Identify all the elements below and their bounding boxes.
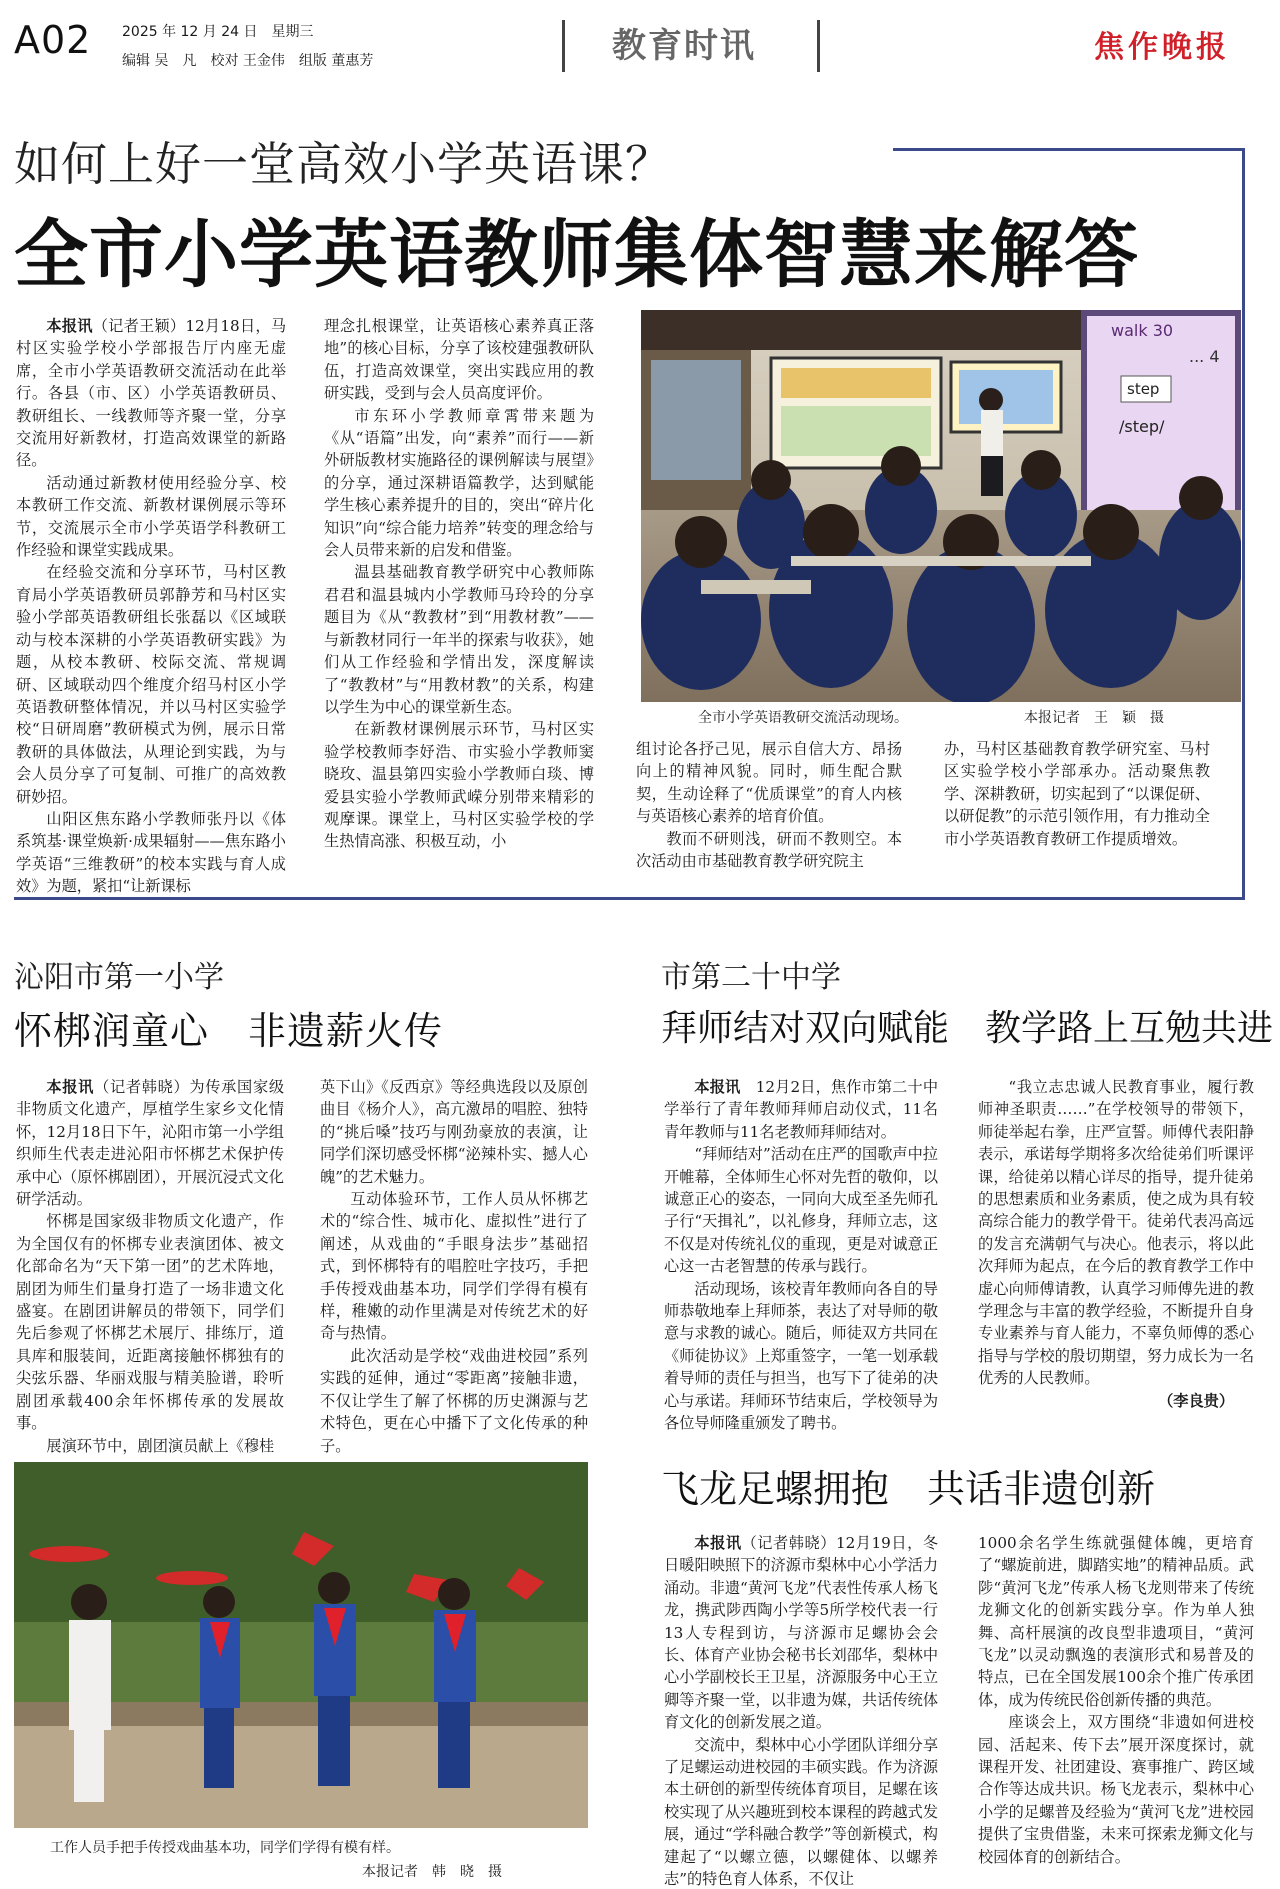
story4-para-2: 交流中，梨林中心小学团队详细分享了足螺运动进校园的丰硕实践。作为济源本土研创的新型传统体育项目，足螺在该校实现了从兴趣班到校本课程的跨越式发展，通过“学科融合教学”等创新模式，构建起了“以螺立德，以螺健体、以螺养志”的特色育人体系，不仅让: [664, 1735, 938, 1889]
lead-col-2: [324, 315, 594, 853]
story2-para-6: 此次活动是学校“戏曲进校园”系列实践的延伸，通过“零距离”接触非遗，不仅让学生了解了怀梆的历史渊源与艺术特色，更在心中播下了文化传承的种子。: [320, 1346, 588, 1455]
lead-photo-caption: 全市小学英语教研交流活动现场。: [698, 710, 908, 726]
story3-kicker: 市第二十中学: [661, 960, 841, 995]
story4-col-1: [664, 1532, 938, 1889]
story2-para-2: 怀梆是国家级非物质文化遗产，作为全国仅有的怀梆专业表演团体、被文化部命名为“天下第一团”的艺术阵地，剧团为师生们量身打造了一场非遗文化盛宴。在剧团讲解员的带领下，同学们先后参观了怀梆艺术展厅、排练厅，道具库和服装间，近距离接触怀梆独有的尖弦乐器、华丽戏服与精美脸谱，聆听剧团承载400余年怀梆传承的发展故事。: [16, 1212, 284, 1433]
story3-headline: 拜师结对双向赋能 教学路上互勉共进: [661, 1008, 1274, 1049]
lead-col-1: [16, 315, 286, 898]
lead-para-10: 教而不研则浅，研而不教则空。本次活动由市基础教育教学研究院主: [636, 829, 902, 871]
story3-para-4: “我立志忠诚人民教育事业，履行教师神圣职责……”在学校领导的带领下，师徒举起右拳，庄严宣誓。师傅代表阳静表示，承诺每学期将多次给徒弟们听课评课，给徒弟以精心详尽的指导，提升徒弟的思想素质和业务素质，使之成为具有较高综合能力的教学骨干。徒弟代表冯高远的发言充满朝气与决心。他表示，将以此次拜师为起点，在今后的教育教学工作中虚心向师傅请教，认真学习师傅先进的教学理念与丰富的教学经验，不断提升自身专业素养与育人能力，不辜负师傅的悉心指导与学校的殷切期望，努力成长为一名优秀的人民教师。: [978, 1078, 1254, 1388]
story4-headline: 飞龙足螺拥抱 共话非遗创新: [661, 1467, 1156, 1511]
staff-line: 编辑 吴 凡 校对 王金伟 组版 董惠芳: [122, 53, 374, 69]
story2-col-1: [16, 1076, 284, 1457]
lead-col-3: [636, 738, 902, 872]
story4-para-3: 1000余名学生练就强健体魄，更培育了“螺旋前进，脚踏实地”的精神品质。武陟“黄河飞龙”传承人杨飞龙则带来了传统龙狮文化的创新实践分享。作为单人独舞、高杆展演的改良型非遗项目，“黄河飞龙”以灵动飘逸的表演形式和易普及的特点，已在全国发展100余个推广传承团体，成为传统民俗创新传播的典范。: [978, 1534, 1254, 1709]
lead-para-6: 市东环小学教师章霄带来题为《从“语篇”出发，向“素养”而行——新外研版教材实施路径的课例解读与展望》的分享，通过深耕语篇教学，达到赋能学生核心素养提升的目的，突出“碎片化知识”向“综合能力培养”转变的理念给与会人员带来新的启发和借鉴。: [324, 406, 594, 560]
board-word-3: /step/: [1119, 417, 1165, 436]
page-number: A02: [14, 18, 92, 62]
issue-date: 2025 年 12 月 24 日 星期三: [122, 24, 314, 40]
story2-kicker: 沁阳市第一小学: [14, 960, 224, 995]
story3-signature: （李良贵）: [1158, 1391, 1234, 1410]
story4-para-1: 本报讯（记者韩晓）12月19日，冬日暖阳映照下的济源市梨林中心小学活力涌动。非遗“黄河飞龙”代表性传承人杨飞龙，携武陟西陶小学等5所学校代表一行13人专程到访，与济源市足螺协会会长、体育产业协会秘书长刘邵华，梨林中心小学副校长王卫星，济源服务中心王立卿等齐聚一堂，以非遗为媒，共话传统体育文化的创新发展之道。: [664, 1534, 939, 1732]
story4-col-2: [978, 1532, 1254, 1868]
section-name: 教育时讯: [612, 26, 756, 66]
story3-para-1: 本报讯 12月2日，焦作市第二十中学举行了青年教师拜师启动仪式，11名青年教师与11名老教师拜师结对。: [664, 1078, 939, 1141]
story2-photo: [14, 1462, 588, 1828]
byline: 本报讯: [46, 317, 93, 335]
story2-para-5: 互动体验环节，工作人员从怀梆艺术的“综合性、城市化、虚拟性”进行了阐述，从戏曲的“手眼身法步”基础招式，到怀梆特有的唱腔吐字技巧，手把手传授戏曲基本功，同学们学得有模有样，稚嫩的动作里满是对传统艺术的好奇与热情。: [320, 1190, 588, 1343]
board-word-1: walk 30: [1111, 321, 1174, 340]
classroom-photo: [641, 310, 1241, 702]
story2-photo-caption: 工作人员手把手传授戏曲基本功，同学们学得有模有样。: [50, 1840, 400, 1856]
story2-photo-credit: 本报记者 韩 晓 摄: [362, 1864, 502, 1880]
lead-para-4: 山阳区焦东路小学教师张丹以《体系筑基·课堂焕新·成果辐射——焦东路小学英语“三维教研”的校本实践与育人成效》为题，紧扣“让新课标: [16, 809, 286, 896]
lead-para-11: 办，马村区基础教育教学研究室、马村区实验学校小学部承办。活动聚焦教学、深耕教研，切实起到了“以课促研、以研促教”的示范引领作用，有力推动全市小学英语教育教研工作提质增效。: [944, 740, 1210, 848]
story2-para-1: 本报讯（记者韩晓）为传承国家级非物质文化遗产，厚植学生家乡文化情怀，12月18日下午，沁阳市第一小学组织师生代表走进沁阳市怀梆艺术保护传承中心（原怀梆剧团），开展沉浸式文化研学活动。: [16, 1078, 285, 1209]
lead-para-2: 活动通过新教材使用经验分享、校本教研工作交流、新教材课例展示等环节，交流展示全市小学英语学科教研工作经验和课堂实践成果。: [16, 473, 286, 560]
lead-col-4: [944, 738, 1210, 850]
board-word-2: step: [1127, 380, 1160, 398]
newspaper-logo: 焦作晚报: [1094, 30, 1230, 65]
story3-col-1: [664, 1076, 938, 1435]
story2-headline: 怀梆润童心 非遗薪火传: [14, 1009, 444, 1053]
story2-para-4: 英下山》《反西京》等经典选段以及原创曲目《杨介人》，高亢激昂的唱腔、独特的“挑后嗓”技巧与刚劲豪放的表演，让同学们深切感受怀梆“泌辣朴实、撼人心魄”的艺术魅力。: [320, 1078, 588, 1186]
lead-para-7: 温县基础教育教学研究中心教师陈君君和温县城内小学教师马玲玲的分享题目为《从“教教材”到“用教材教”——与新教材同行一年半的探索与收获》，她们从工作经验和学情出发，深度解读了“教教材”与“用教材教”的关系，构建以学生为中心的课堂新生态。: [324, 563, 594, 716]
story3-col-2: [978, 1076, 1254, 1412]
opera-lesson-photo: [14, 1462, 588, 1828]
lead-para-3: 在经验交流和分享环节，马村区教育局小学英语教研员郭静芳和马村区实验小学部英语教研组长张磊以《区域联动与校本深耕的小学英语教研实践》为题，从校本教研、校际交流、常规调研、区域联动四个维度介绍马村区小学英语教研整体情况，并以马村区实验学校“日研周磨”教研模式为例，展示日常教研的具体做法，从理论到实践，为与会人员分享了可复制、可推广的高效教研妙招。: [16, 563, 286, 806]
story3-para-2: “拜师结对”活动在庄严的国歌声中拉开帷幕，全体师生心怀对先哲的敬仰，以诚意正心的姿态，一同向大成至圣先师孔子行“天揖礼”，以礼修身，拜师立志，这不仅是对传统礼仪的重现，更是对诚意正心这一古老智慧的传承与践行。: [664, 1145, 938, 1276]
lead-para-5: 理念扎根课堂，让英语核心素养真正落地”的核心目标，分享了该校建强教研队伍，打造高效课堂，突出实践应用的教研实践，受到与会人员高度评价。: [324, 317, 594, 403]
story4-para-4: 座谈会上，双方围绕“非遗如何进校园、活起来、传下去”展开深度探讨，就课程开发、社团建设、赛事推广、跨区域合作等达成共识。杨飞龙表示，梨林中心小学的足螺普及经验为“黄河飞龙”进校园提供了宝贵借鉴，未来可探索龙狮文化与校园体育的创新结合。: [978, 1713, 1254, 1866]
lead-photo-credit: 本报记者 王 颖 摄: [1024, 710, 1164, 726]
board-word-4: ... 4: [1189, 347, 1220, 366]
lead-para-9: 组讨论各抒己见，展示自信大方、昂扬向上的精神风貌。同时，师生配合默契，生动诠释了“优质课堂”的育人内核与英语核心素养的培育价值。: [636, 740, 902, 826]
lead-para-1: 本报讯（记者王颖）12月18日，马村区实验学校小学部报告厅内座无虚席，全市小学英语教研交流活动在此举行。各县（市、区）小学英语教研员、教研组长、一线教师等齐聚一堂，分享交流用好新教材，打造高效课堂的新路径。: [16, 317, 287, 470]
reporter: （记者王颖）: [92, 317, 186, 335]
lead-photo: [641, 310, 1241, 702]
story2-col-2: [320, 1076, 588, 1457]
story2-para-3: 展演环节中，剧团演员献上《穆桂: [46, 1436, 275, 1455]
lead-kicker: 如何上好一堂高效小学英语课？: [14, 137, 672, 191]
lead-para-8: 在新教材课例展示环节，马村区实验学校教师李妤浩、市实验小学教师窦晓玫、温县第四实验小学教师白琰、博爱县实验小学教师武嵘分别带来精彩的观摩课。课堂上，马村区实验学校的学生热情高涨、积极互动，小: [324, 720, 594, 851]
story3-para-3: 活动现场，该校青年教师向各自的导师恭敬地奉上拜师茶，表达了对导师的敬意与求教的诚心。随后，师徒双方共同在《师徒协议》上郑重签字，一笔一划承载着导师的责任与担当，也写下了徒弟的决心与承诺。拜师环节结束后，学校领导为各位导师隆重颁发了聘书。: [664, 1279, 938, 1433]
lead-headline: 全市小学英语教师集体智慧来解答: [14, 212, 1139, 298]
